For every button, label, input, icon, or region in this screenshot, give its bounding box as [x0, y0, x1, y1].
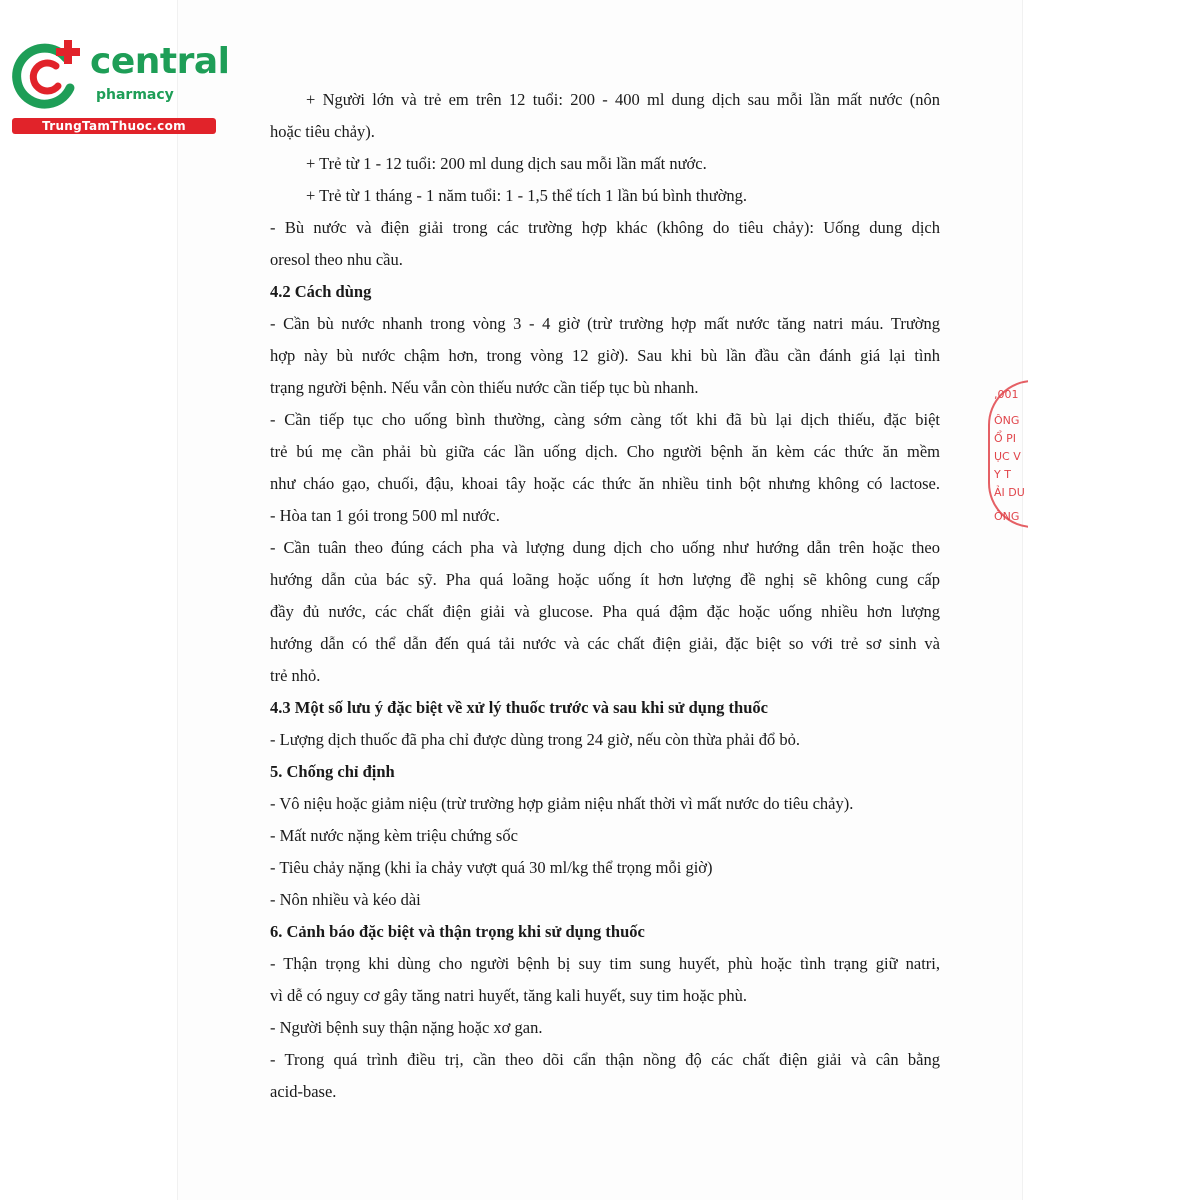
text-line: - Mất nước nặng kèm triệu chứng sốc: [270, 826, 518, 845]
text-line: - Cần tiếp tục cho uống bình thường, càng sớm càng tốt khi đã bù lại dịch thiếu, đặc biệt: [270, 410, 940, 429]
text-line: - Bù nước và điện giải trong các trường hợp khác (không do tiêu chảy): Uống dung dịch: [270, 218, 940, 237]
stamp-text: Y T: [994, 468, 1011, 481]
text-line: trạng người bệnh. Nếu vẫn còn thiếu nước cần tiếp tục bù nhanh.: [270, 378, 699, 397]
text-line: oresol theo nhu cầu.: [270, 250, 403, 269]
section-heading: 5. Chống chỉ định: [270, 762, 395, 781]
text-line: trẻ bú mẹ cần phải bù giữa các lần uống dịch. Cho người bệnh ăn kèm các thức ăn mềm: [270, 442, 940, 461]
text-line: - Nôn nhiều và kéo dài: [270, 890, 421, 909]
section-heading: 6. Cảnh báo đặc biệt và thận trọng khi sử dụng thuốc: [270, 922, 645, 941]
logo-sub-text: pharmacy: [96, 87, 174, 103]
stamp-text: ỤC V: [994, 450, 1021, 463]
stamp-text: ẢI DU: [994, 486, 1025, 499]
text-line: - Thận trọng khi dùng cho người bệnh bị suy tim sung huyết, phù hoặc tình trạng giữ natri,: [270, 954, 940, 973]
text-line: trẻ nhỏ.: [270, 666, 321, 685]
pharmacy-cross-logo-icon: [8, 36, 88, 116]
stamp-text: ÔNG: [994, 414, 1020, 427]
section-heading: 4.2 Cách dùng: [270, 282, 372, 301]
text-line: - Tiêu chảy nặng (khi ỉa chảy vượt quá 30 ml/kg thể trọng mỗi giờ): [270, 858, 713, 877]
section-heading: 4.3 Một số lưu ý đặc biệt về xử lý thuốc trước và sau khi sử dụng thuốc: [270, 698, 768, 717]
text-line: - Trong quá trình điều trị, cần theo dõi cẩn thận nồng độ các chất điện giải và cân bằng: [270, 1050, 940, 1069]
document-body: [270, 84, 940, 1108]
text-line: - Cần bù nước nhanh trong vòng 3 - 4 giờ (trừ trường hợp mất nước tăng natri máu. Trường: [270, 314, 940, 333]
text-line: đầy đủ nước, các chất điện giải và glucose. Pha quá đậm đặc hoặc uống nhiều hơn lượng: [270, 602, 940, 621]
stamp-text: ,001: [994, 388, 1019, 401]
text-line: + Trẻ từ 1 tháng - 1 năm tuổi: 1 - 1,5 thể tích 1 lần bú bình thường.: [306, 186, 748, 205]
text-line: hoặc tiêu chảy).: [270, 122, 375, 141]
stamp-text: Ổ PI: [994, 432, 1017, 445]
text-line: hướng dẫn có thể dẫn đến quá tải nước và các chất điện giải, đặc biệt so với trẻ sơ sinh và: [270, 634, 940, 653]
central-pharmacy-logo[interactable]: [8, 36, 230, 136]
text-line: - Người bệnh suy thận nặng hoặc xơ gan.: [270, 1018, 543, 1037]
text-line: acid-base.: [270, 1082, 337, 1101]
text-line: vì dễ có nguy cơ gây tăng natri huyết, tăng kali huyết, suy tim hoặc phù.: [270, 986, 748, 1005]
text-line: như cháo gạo, chuối, đậu, khoai tây hoặc các thức ăn nhiều tinh bột nhưng không có lactose.: [270, 474, 940, 493]
text-line: - Cần tuân theo đúng cách pha và lượng dung dịch cho uống như hướng dẫn trên hoặc theo: [270, 538, 940, 557]
logo-brand-text: central: [90, 41, 230, 82]
text-line: hợp này bù nước chậm hơn, trong vòng 12 giờ). Sau khi bù lần đầu cần đánh giá lại tình: [270, 346, 940, 365]
text-line: hướng dẫn của bác sỹ. Pha quá loãng hoặc uống ít hơn lượng đề nghị sẽ không cung cấp: [270, 570, 940, 589]
text-line: - Hòa tan 1 gói trong 500 ml nước.: [270, 506, 500, 525]
red-stamp-fragment: [988, 380, 1028, 530]
text-line: - Lượng dịch thuốc đã pha chỉ được dùng trong 24 giờ, nếu còn thừa phải đổ bỏ.: [270, 730, 801, 749]
stamp-text: ÔNG: [994, 510, 1020, 523]
text-line: + Trẻ từ 1 - 12 tuổi: 200 ml dung dịch sau mỗi lần mất nước.: [306, 154, 707, 173]
logo-site-banner: TrungTamThuoc.com: [12, 118, 216, 134]
text-line: - Vô niệu hoặc giảm niệu (trừ trường hợp giảm niệu nhất thời vì mất nước do tiêu chảy).: [270, 794, 854, 813]
text-line: + Người lớn và trẻ em trên 12 tuổi: 200 - 400 ml dung dịch sau mỗi lần mất nước (nôn: [306, 90, 940, 109]
